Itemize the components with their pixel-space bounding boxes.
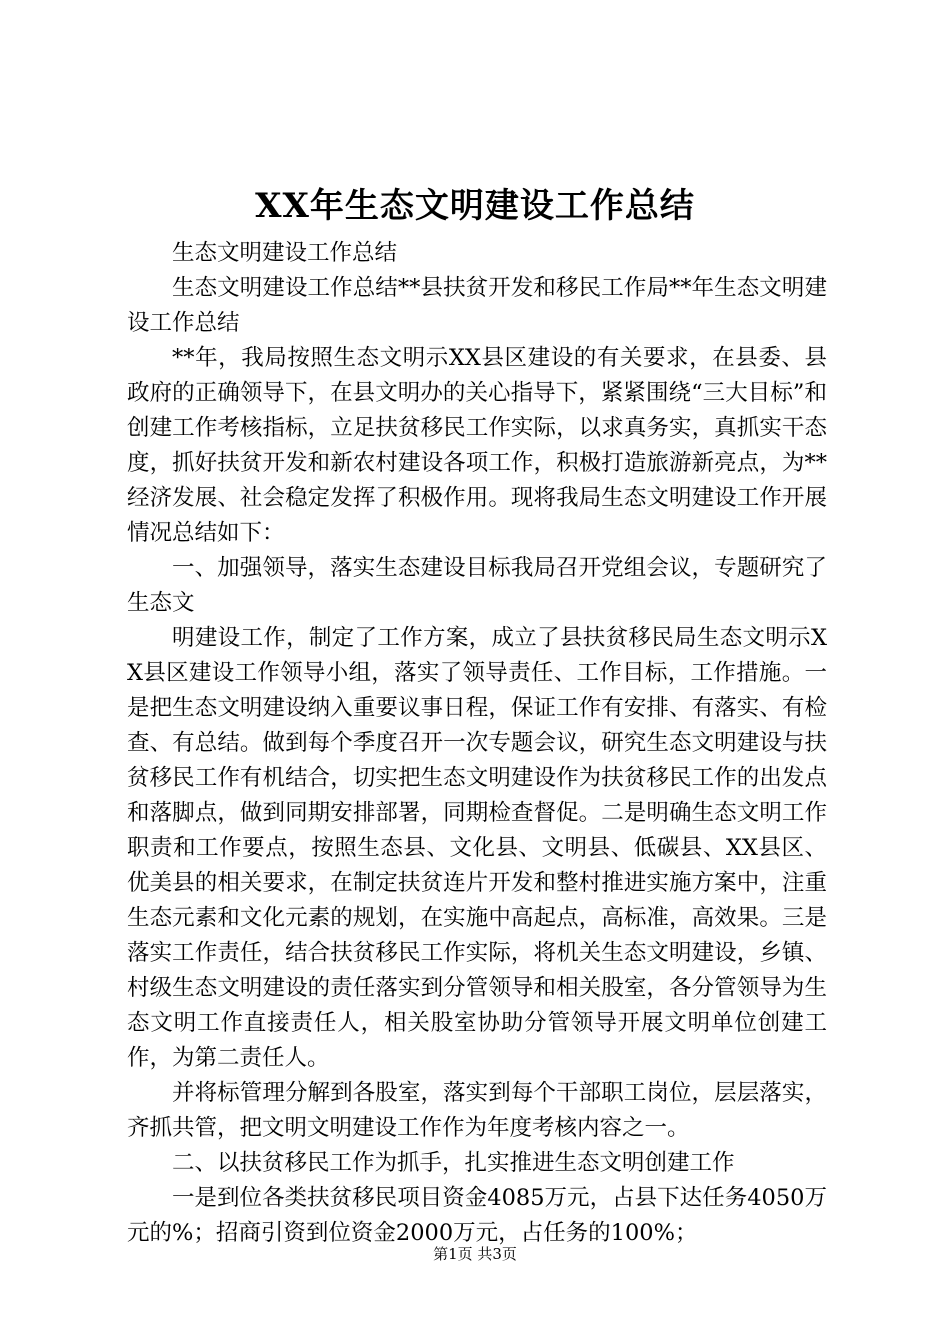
paragraph-section-one-heading: 一、加强领导，落实生态建设目标我局召开党组会议，专题研究了生态文 xyxy=(127,555,827,616)
paragraph-section-one-cont: 并将标管理分解到各股室，落实到每个干部职工岗位，层层落实，齐抓共管，把文明文明建设工作作为年度考核内容之一。 xyxy=(127,1080,827,1141)
paragraph-intro: **年，我局按照生态文明示XX县区建设的有关要求，在县委、县政府的正确领导下，在县文明办的关心指导下，紧紧围绕“三大目标”和创建工作考核指标，立足扶贫移民工作实际，以求真务实，真抓实干态度，抓好扶贫开发和新农村建设各项工作，积极打造旅游新亮点，为**经济发展、社会稳定发挥了积极作用。现将我局生态文明建设工作开展情况总结如下： xyxy=(127,345,827,546)
document-title: XX年生态文明建设工作总结 xyxy=(255,186,695,226)
paragraph-section-one-body: 明建设工作，制定了工作方案，成立了县扶贫移民局生态文明示XX县区建设工作领导小组，落实了领导责任、工作目标，工作措施。一是把生态文明建设纳入重要议事日程，保证工作有安排、有落实、有检查、有总结。做到每个季度召开一次专题会议，研究生态文明建设与扶贫移民工作有机结合，切实把生态文明建设作为扶贫移民工作的出发点和落脚点，做到同期安排部署，同期检查督促。二是明确生态文明工作职责和工作要点，按照生态县、文化县、文明县、低碳县、XX县区、优美县的相关要求，在制定扶贫连片开发和整村推进实施方案中，注重生态元素和文化元素的规划，在实施中高起点，高标准，高效果。三是落实工作责任，结合扶贫移民工作实际，将机关生态文明建设，乡镇、村级生态文明建设的责任落实到分管领导和相关股室，各分管领导为生态文明工作直接责任人，相关股室协助分管领导开展文明单位创建工作，为第二责任人。 xyxy=(127,625,827,1071)
page-number-footer: 第1页 共3页 xyxy=(433,1245,517,1263)
paragraph-heading-line: 生态文明建设工作总结**县扶贫开发和移民工作局**年生态文明建设工作总结 xyxy=(127,275,827,336)
document-body xyxy=(127,236,827,1251)
paragraph-section-two-heading: 二、以扶贫移民工作为抓手，扎实推进生态文明创建工作 xyxy=(172,1150,735,1176)
paragraph-subtitle: 生态文明建设工作总结 xyxy=(172,240,398,266)
paragraph-section-two-body: 一是到位各类扶贫移民项目资金4085万元，占县下达任务4050万元的%；招商引资到位资金2000万元，占任务的100%； xyxy=(127,1185,827,1246)
